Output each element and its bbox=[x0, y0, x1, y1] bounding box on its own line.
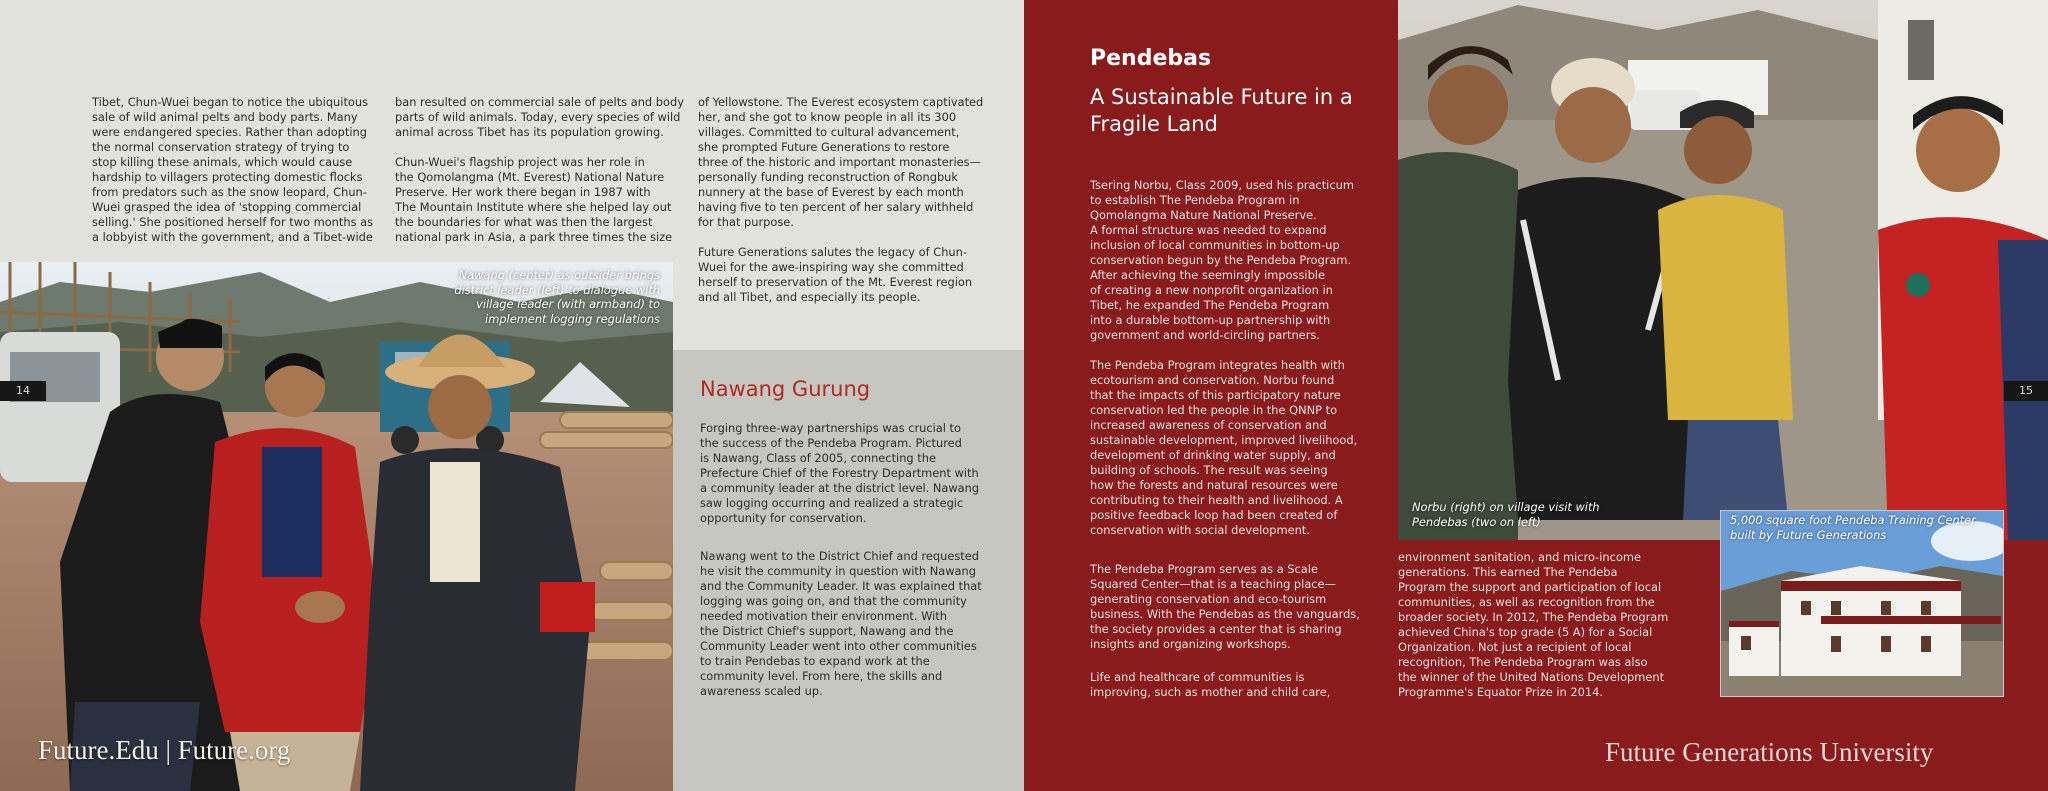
right-title: Pendebas bbox=[1090, 46, 1212, 71]
left-photo-caption: Nawang (center) as outsider brings district leader (left) to dialogue with village leader (with armband) to implement logging regulations bbox=[454, 268, 660, 326]
page-number-14: 14 bbox=[0, 381, 46, 401]
right-paragraph-1: Tsering Norbu, Class 2009, used his practicum to establish The Pendeba Program in Qomolangma Nature National Preserve. A formal structure was needed to expand inclusion of local communities in bottom-up conservation begun by the Pendeba Program. After achieving the seemingly impossible of creating a new nonprofit organization in Tibet, he expanded The Pendeba Program into a durable bottom-up partnership with government and world-circling partners. bbox=[1090, 178, 1354, 342]
right-photo-caption: Norbu (right) on village visit with Pendebas (two on left) bbox=[1412, 500, 1600, 529]
nawang-heading: Nawang Gurung bbox=[700, 377, 871, 401]
right-paragraph-4: Life and healthcare of communities is improving, such as mother and child care, bbox=[1090, 670, 1331, 699]
left-column-1: Tibet, Chun-Wuei began to notice the ubiquitous sale of wild animal pelts and body parts. Many were endangered species. Rather than adopting the normal conservation strategy of trying to stop killing these animals, which would cause hardship to villagers protecting domestic flocks from predators such as the snow leopard, Chun- Wuei grasped the idea of 'stopping commercial selling.' She positioned herself for two months as a lobbyist with the government, and a Tibet-wide bbox=[92, 95, 374, 244]
left-photo bbox=[0, 262, 673, 791]
left-column-3: of Yellowstone. The Everest ecosystem captivated her, and she got to know people in all its 300 villages. Committed to cultural advancement, she prompted Future Generations to restore three of the historic and important monasteries— personally funding reconstruction of Rongbuk nunnery at the base of Everest by each month having five to ten percent of her salary withheld for that purpose. Future Generations salutes the legacy of Chun- Wuei for the awe-inspiring way she committed herself to preservation of the Mt. Everest region and all Tibet, and especially its people. bbox=[698, 95, 984, 304]
page-number-15: 15 bbox=[2004, 381, 2048, 401]
left-column-2: ban resulted on commercial sale of pelts and body parts of wild animals. Today, every species of wild animal across Tibet has its population growing. Chun-Wuei's flagship project was her role in the Qomolangma (Mt. Everest) National Nature Preserve. Her work there began in 1987 with The Mountain Institute where she helped lay out the boundaries for what was then the largest national park in Asia, a park three times the size bbox=[395, 95, 684, 244]
right-photo bbox=[1398, 0, 2048, 540]
right-subtitle: A Sustainable Future in a Fragile Land bbox=[1090, 85, 1353, 136]
left-footer: Future.Edu | Future.org bbox=[38, 735, 291, 765]
inset-caption: 5,000 square foot Pendeba Training Center built by Future Generations bbox=[1730, 513, 1976, 542]
right-paragraph-2: The Pendeba Program integrates health with ecotourism and conservation. Norbu found that the impacts of this participatory nature conservation led the people in the QNNP to increased awareness of conservation and sustainable development, improved livelihood, development of drinking water supply, and building of schools. The result was seeing how the forests and natural resources were contributing to their health and livelihood. A positive feedback loop had been created of conservation with social development. bbox=[1090, 358, 1358, 537]
right-footer: Future Generations University bbox=[1605, 737, 1934, 767]
right-continued-text: environment sanitation, and micro-income generations. This earned The Pendeba Program the support and participation of local communities, as well as recognition from the broader society. In 2012, The Pendeba Program achieved China's top grade (5 A) for a Social Organization. Not just a recipient of local recognition, The Pendeba Program was also the winner of the United Nations Development Programme's Equator Prize in 2014. bbox=[1398, 550, 1669, 699]
nawang-paragraph-1: Forging three-way partnerships was crucial to the success of the Pendeba Program. Pictured is Nawang, Class of 2005, connecting the Prefecture Chief of the Forestry Department with a community leader at the district level. Nawang saw logging occurring and realized a strategic opportunity for conservation. bbox=[700, 421, 980, 525]
right-paragraph-3: The Pendeba Program serves as a Scale Squared Center—that is a teaching place— generating conservation and eco-tourism business. With the Pendebas as the vanguards, the society provides a center that is sharing insights and organizing workshops. bbox=[1090, 562, 1360, 651]
nawang-paragraph-2: Nawang went to the District Chief and requested he visit the community in question with Nawang and the Community Leader. It was explained that logging was going on, and that the community needed motivation their environment. With the District Chief's support, Nawang and the Community Leader went into other communities to train Pendebas to expand work at the community level. From here, the skills and awareness scaled up. bbox=[700, 549, 982, 698]
